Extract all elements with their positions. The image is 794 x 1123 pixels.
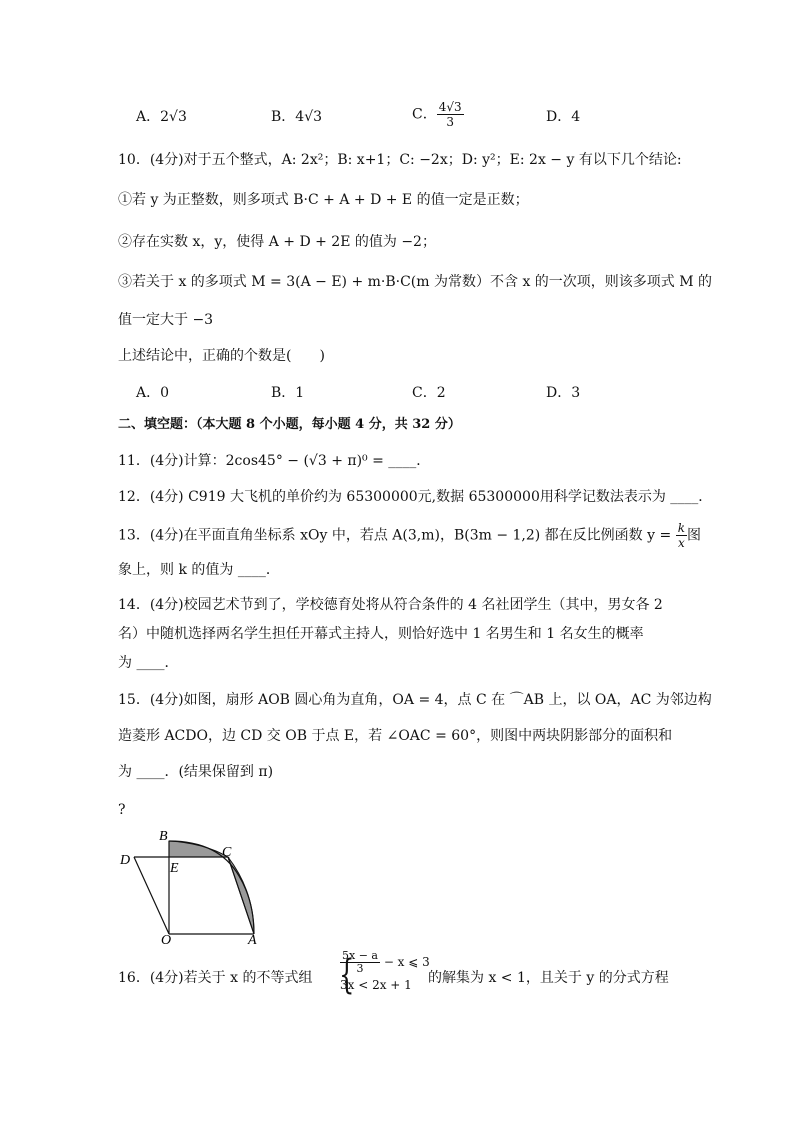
q10-option-a: A．0 [136, 385, 170, 401]
q14-line-1: 14．(4分)校园艺术节到了，学校德育处将从符合条件的 4 名社团学生（其中，男女各 2 [118, 597, 663, 613]
label-o: O [161, 933, 172, 946]
q9-option-c-label: C． [412, 106, 437, 123]
q9-option-d: D．4 [546, 109, 581, 125]
q11-text: 11．(4分)计算：2cos45° − (√3 + π)⁰ = ____． [118, 453, 431, 469]
q10-question: 上述结论中，正确的个数是( ) [118, 348, 325, 364]
section-heading: 二、填空题：（本大题 8 个小题，每小题 4 分，共 32 分） [118, 417, 461, 432]
label-b: B [159, 829, 168, 844]
segment-ca [228, 857, 254, 934]
q16-inequality-1: $\frac{5x - a}{3}$ − x ⩽ 3 [342, 949, 430, 975]
q10-stem: 10．(4分)对于五个整式，A: 2x²；B: x+1；C: −2x；D: y²；E: 2x − y 有以下几个结论: [118, 152, 682, 168]
q9-option-b: B．4√3 [271, 109, 323, 125]
q12-text: 12．(4分) C919 大飞机的单价约为 65300000元,数据 65300000用科学记数法表示为 ____． [118, 489, 713, 505]
q10-statement-1: ①若 y 为正整数，则多项式 B·C + A + D + E 的值一定是正数； [118, 192, 529, 208]
q10-statement-2: ②存在实数 x，y，使得 A + D + 2E 的值为 −2； [118, 234, 436, 250]
q9-option-c [412, 100, 464, 129]
q9-option-a: A．2√3 [136, 109, 187, 125]
q16-inequality-2: 3x < 2x + 1 [340, 978, 412, 992]
label-a: A [248, 933, 257, 946]
label-c: C [222, 845, 232, 860]
q15-line-3: 为 ____．(结果保留到 π) [118, 764, 274, 780]
q9-option-c-fraction: $\frac{4√3}{3}$ [438, 100, 462, 129]
q13-line-2: 象上，则 k 的值为 ____． [118, 562, 280, 578]
q15-figure [114, 826, 274, 946]
q10-option-d: D．3 [546, 385, 581, 401]
q13-line-end: 图 [686, 527, 701, 544]
label-d: D [120, 853, 131, 868]
q10-option-c: C．2 [412, 385, 446, 401]
q13-fraction: $\frac{k}{x}$ [677, 521, 685, 550]
q16-tail: 的解集为 x < 1，且关于 y 的分式方程 [428, 970, 669, 986]
q16-system [340, 950, 430, 993]
q14-line-3: 为 ____． [118, 655, 179, 671]
segment-do [134, 857, 169, 934]
q10-statement-3: ③若关于 x 的多项式 M = 3(A − E) + m·B·C(m 为常数）不含 x 的一次项，则该多项式 M 的 [118, 274, 713, 290]
q16-brace: { [339, 952, 355, 998]
q15-line-1: 15．(4分)如图，扇形 AOB 圆心角为直角，OA = 4，点 C 在 ⌒AB 上，以 OA，AC 为邻边构 [118, 692, 712, 708]
q15-line-2: 造菱形 ACDO，边 CD 交 OB 于点 E，若 ∠OAC = 60°，则图中两块阴影部分的面积和 [118, 728, 673, 744]
q16-lead: 16．(4分)若关于 x 的不等式组 [118, 970, 313, 986]
q13-text: 13．(4分)在平面直角坐标系 xOy 中，若点 A(3,m)，B(3m − 1,2) 都在反比例函数 y = [118, 527, 672, 544]
q14-line-2: 名）中随机选择两名学生担任开幕式主持人，则恰好选中 1 名男生和 1 名女生的概率 [118, 626, 644, 642]
q13-line-1 [118, 521, 701, 550]
q10-statement-3-cont: 值一定大于 −3 [118, 312, 214, 328]
q10-option-b: B．1 [271, 385, 305, 401]
q15-mark: ? [118, 802, 126, 818]
label-e: E [170, 861, 179, 876]
